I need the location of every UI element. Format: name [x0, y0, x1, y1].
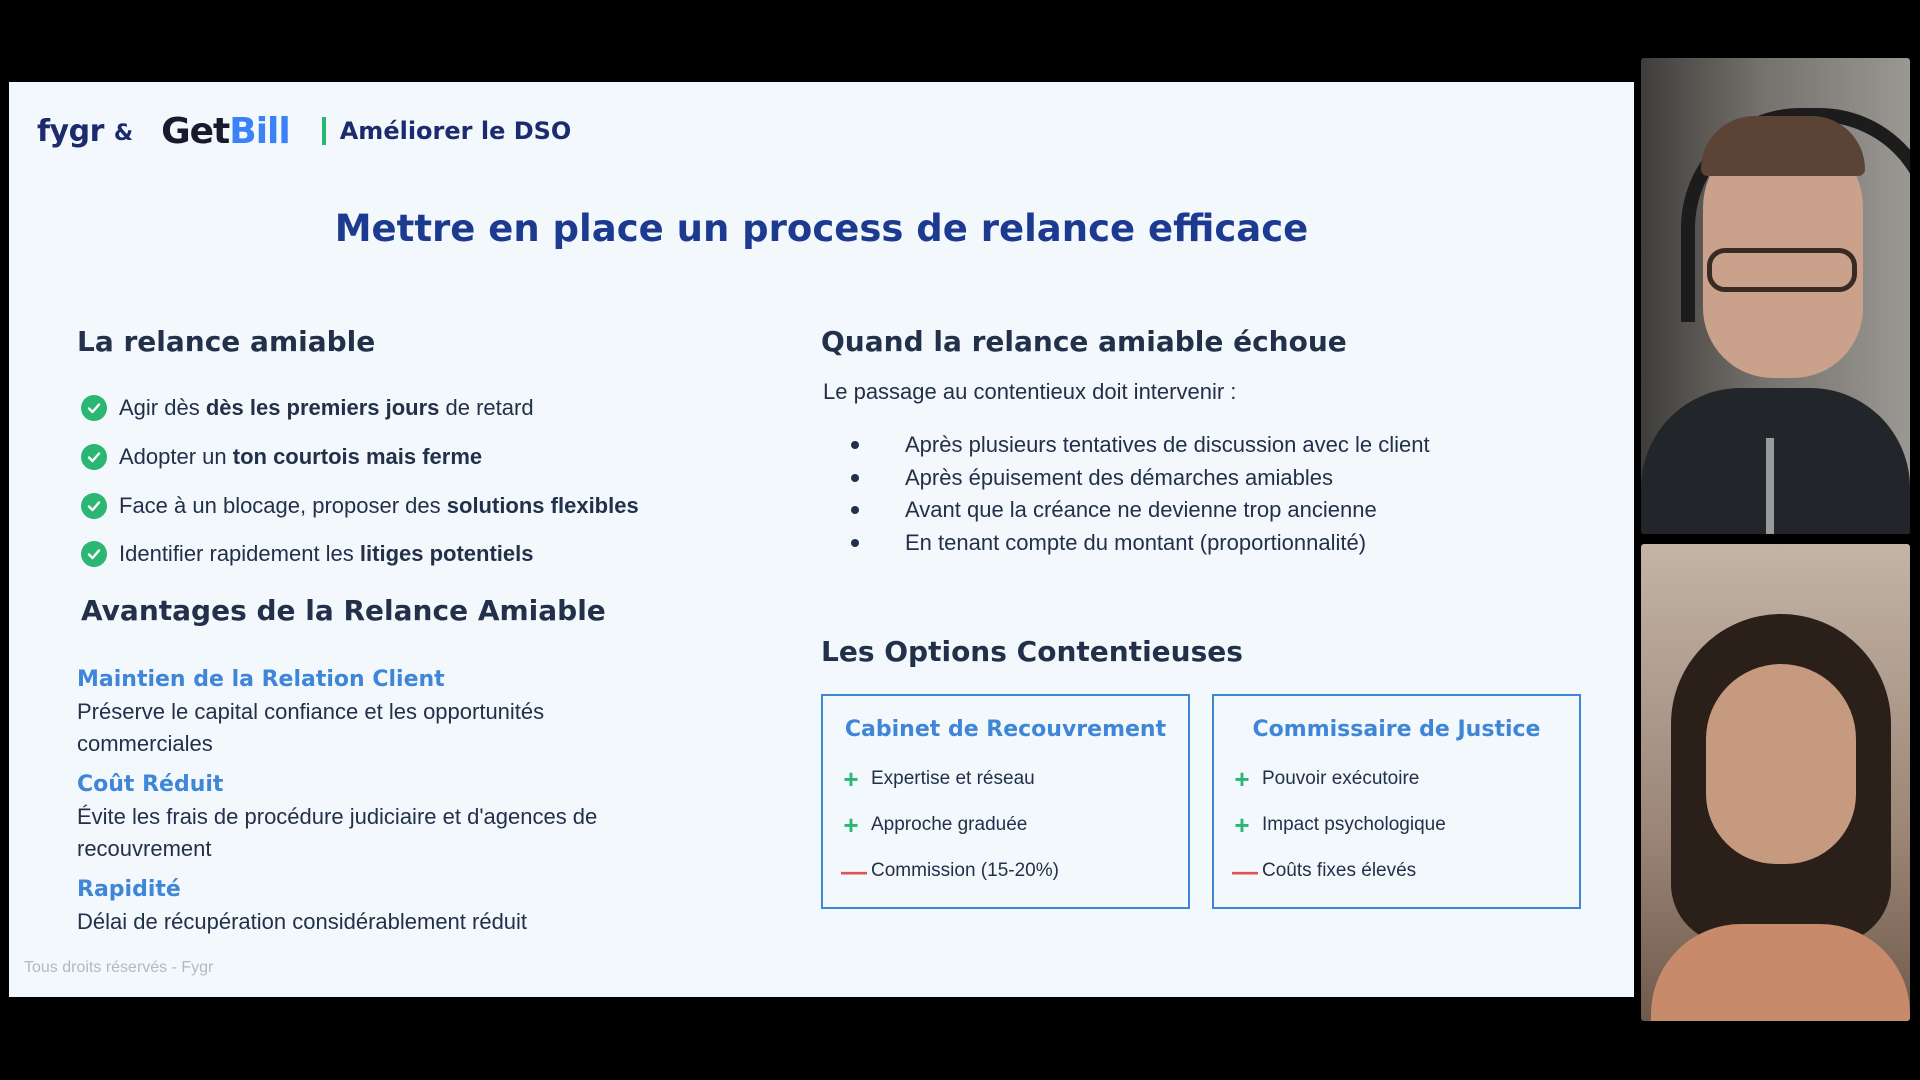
card-list [1232, 756, 1579, 894]
plus-icon: + [1234, 810, 1250, 840]
amicable-checklist [81, 384, 639, 579]
fygr-logo: fygr [37, 113, 104, 149]
advantage-desc: Préserve le capital confiance et les opportunités commerciales [77, 699, 545, 756]
checklist-text: Agir dès dès les premiers jours de retard [119, 395, 534, 421]
advantage-title: Coût Réduit [77, 772, 224, 797]
checklist-text: Adopter un ton courtois mais ferme [119, 444, 483, 470]
bullet-item: Après plusieurs tentatives de discussion avec le client [851, 429, 1430, 462]
check-circle-icon [81, 444, 107, 470]
plus-icon: + [843, 764, 859, 794]
face-shape [1706, 664, 1856, 864]
card-title: Commissaire de Justice [1252, 717, 1541, 742]
shirt-shape [1651, 924, 1910, 1021]
checklist-text: Face à un blocage, proposer des solutions flexibles [119, 492, 639, 518]
getbill-logo-get: Get [161, 110, 230, 152]
logo-ampersand: & [113, 120, 134, 146]
advantage-desc: Délai de récupération considérablement réduit [77, 909, 528, 934]
bullet-dot-icon [851, 441, 859, 449]
advantage-item [77, 664, 717, 760]
slide-footer: Tous droits réservés - Fygr [24, 959, 214, 976]
getbill-logo [161, 111, 290, 152]
advantages-heading: Avantages de la Relance Amiable [81, 594, 606, 627]
breadcrumb: Améliorer le DSO [339, 117, 572, 145]
card-item: — Coûts fixes élevés [1232, 856, 1417, 886]
failure-intro: Le passage au contentieux doit intervenir : [823, 379, 1237, 404]
bullet-dot-icon [851, 506, 859, 514]
bullet-item: Après épuisement des démarches amiables [851, 462, 1430, 495]
zipper-shape [1766, 438, 1774, 534]
getbill-logo-bill: Bill [229, 110, 290, 152]
card-list [841, 756, 1188, 894]
presentation-slide [9, 82, 1634, 997]
check-circle-icon [81, 493, 107, 519]
sweater-shape [1641, 388, 1910, 534]
card-item: + Expertise et réseau [841, 756, 1188, 802]
slide-header [37, 106, 571, 156]
checklist-item [81, 433, 639, 482]
glasses-shape [1707, 248, 1857, 292]
check-circle-icon [81, 541, 107, 567]
card-title: Cabinet de Recouvrement [844, 717, 1167, 742]
checklist-item [81, 384, 639, 433]
advantage-desc: Évite les frais de procédure judiciaire et d'agences de recouvrement [77, 804, 598, 861]
minus-icon: — [841, 856, 867, 886]
participant-video-tile[interactable] [1641, 544, 1910, 1021]
option-card-recouvrement [821, 694, 1190, 909]
advantage-title: Maintien de la Relation Client [77, 667, 445, 692]
bullet-item: Avant que la créance ne devienne trop ancienne [851, 494, 1430, 527]
check-circle-icon [81, 395, 107, 421]
bullet-item: En tenant compte du montant (proportionnalité) [851, 527, 1430, 560]
hair-shape [1701, 116, 1865, 176]
advantage-title: Rapidité [77, 877, 181, 902]
advantage-item [77, 769, 717, 865]
card-item: + Impact psychologique [1232, 802, 1579, 848]
card-item: + Approche graduée [841, 802, 1188, 848]
minus-icon: — [1232, 856, 1258, 886]
card-item: — Commission (15-20%) [841, 856, 1059, 886]
failure-bullets [851, 429, 1430, 559]
plus-icon: + [1234, 764, 1250, 794]
option-card-commissaire [1212, 694, 1581, 909]
participant-video-tile[interactable] [1641, 58, 1910, 534]
bullet-dot-icon [851, 539, 859, 547]
checklist-text: Identifier rapidement les litiges potentiels [119, 541, 534, 567]
card-item: + Pouvoir exécutoire [1232, 756, 1579, 802]
failure-heading: Quand la relance amiable échoue [821, 325, 1347, 358]
plus-icon: + [843, 810, 859, 840]
amicable-heading: La relance amiable [77, 325, 376, 358]
slide-title: Mettre en place un process de relance efficace [334, 207, 1309, 250]
header-divider [322, 117, 326, 145]
advantage-item [77, 874, 717, 938]
checklist-item [81, 530, 639, 579]
bullet-dot-icon [851, 474, 859, 482]
checklist-item [81, 481, 639, 530]
options-heading: Les Options Contentieuses [821, 635, 1243, 668]
